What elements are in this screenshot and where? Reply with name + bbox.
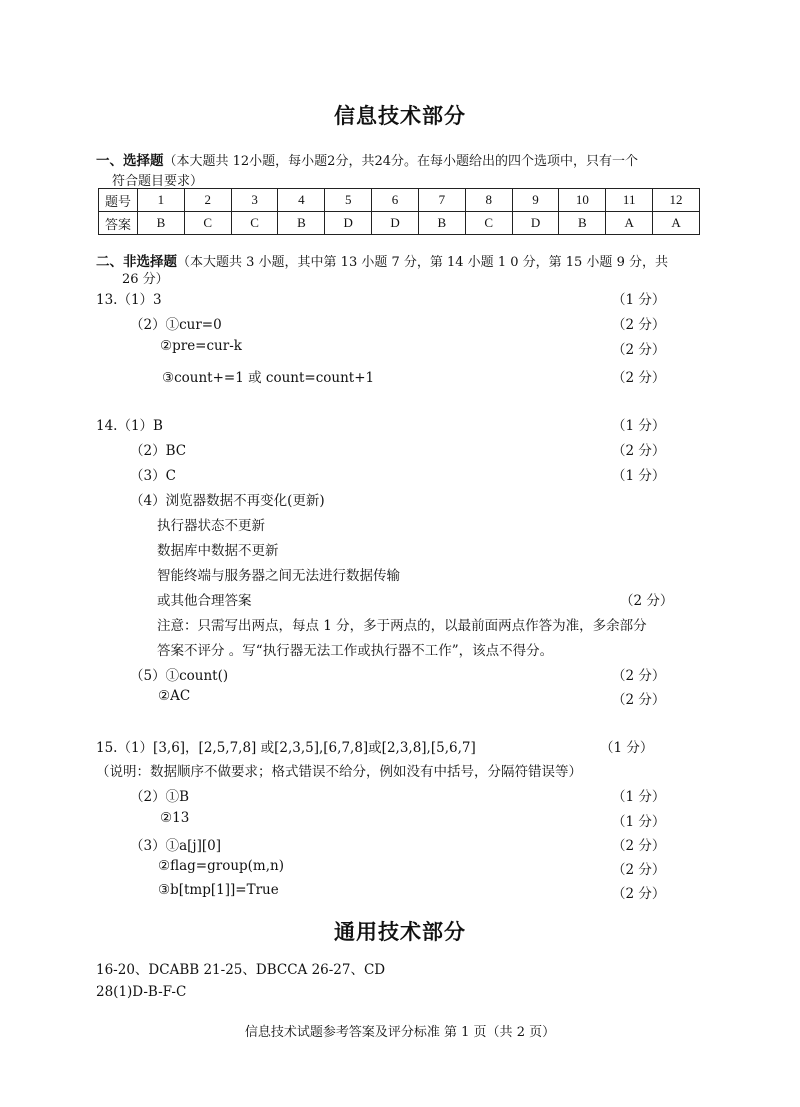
q15-note: （说明：数据顺序不做要求；格式错误不给分，例如没有中括号，分隔符错误等）	[96, 764, 582, 780]
q14-line-9: （5）①count()	[130, 668, 229, 684]
page-footer: 信息技术试题参考答案及评分标准 第 1 页（共 2 页）	[244, 1025, 556, 1040]
q13-line-4: ③count+=1 或 count=count+1	[162, 370, 375, 386]
answer-cell: A	[653, 212, 700, 235]
question-cell: 9	[512, 189, 559, 212]
question-cell: 10	[559, 189, 606, 212]
question-cell: 12	[653, 189, 700, 212]
q13-score-1: （1 分）	[612, 292, 666, 308]
q14-score-9: （2 分）	[612, 668, 666, 684]
q15-score-7: （2 分）	[612, 886, 666, 902]
q13-score-3: （2 分）	[612, 342, 666, 358]
answer-cell: B	[278, 212, 325, 235]
question-cell: 1	[138, 189, 185, 212]
question-cell: 8	[465, 189, 512, 212]
part1-desc-line2: 符合题目要求）	[112, 174, 204, 189]
q14-line-4: （4）浏览器数据不再变化(更新)	[130, 493, 325, 509]
q14-note-1: 注意：只需写出两点，每点 1 分，多于两点的，以最前面两点作答为准，多余部分	[157, 618, 647, 634]
part2-desc-line2: 26 分）	[122, 272, 169, 287]
q14-score-8: （2 分）	[620, 593, 674, 609]
q14-line-7: 智能终端与服务器之间无法进行数据传输	[157, 568, 400, 584]
answer-cell: B	[418, 212, 465, 235]
q14-line-5: 执行器状态不更新	[157, 518, 265, 534]
q15-score-5: （2 分）	[612, 838, 666, 854]
q13-score-4: （2 分）	[612, 370, 666, 386]
q15-line-7: ③b[tmp[1]]=True	[158, 882, 279, 898]
q15-score-3: （1 分）	[612, 789, 666, 805]
q15-score-4: （1 分）	[612, 814, 666, 830]
part1-heading: 一、选择题	[96, 153, 164, 169]
q13-line-2: （2）①cur=0	[130, 317, 222, 333]
question-cell: 3	[231, 189, 278, 212]
q15-line-6: ②flag=group(m,n)	[158, 858, 284, 874]
answer-cell: B	[559, 212, 606, 235]
q13-line-1: 13.（1）3	[96, 292, 162, 308]
row-label-questions: 题号	[99, 189, 138, 212]
q15-line-5: （3）①a[j][0]	[130, 838, 221, 854]
row-label-answers: 答案	[99, 212, 138, 235]
question-cell: 11	[606, 189, 653, 212]
q14-line-8: 或其他合理答案	[157, 593, 252, 609]
q14-score-3: （1 分）	[612, 468, 666, 484]
answer-row	[99, 212, 700, 235]
q14-line-6: 数据库中数据不更新	[157, 543, 279, 559]
answer-cell: D	[512, 212, 559, 235]
part1-description	[96, 149, 638, 169]
answer-cell: D	[325, 212, 372, 235]
question-cell: 7	[418, 189, 465, 212]
q14-line-2: （2）BC	[130, 443, 187, 459]
answer-cell: A	[606, 212, 653, 235]
q15-line-3: （2）①B	[130, 789, 190, 805]
q14-note-2: 答案不评分 。写“执行器无法工作或执行器不工作”，该点不得分。	[157, 643, 554, 659]
general-title: 通用技术部分	[334, 920, 466, 944]
answer-cell: C	[184, 212, 231, 235]
q14-line-3: （3）C	[130, 468, 176, 484]
question-cell: 2	[184, 189, 231, 212]
part2-description	[96, 250, 668, 270]
answer-cell: B	[138, 212, 185, 235]
q14-score-10: （2 分）	[612, 692, 666, 708]
q13-score-2: （2 分）	[612, 317, 666, 333]
q13-line-3: ②pre=cur-k	[160, 338, 242, 354]
answer-cell: D	[372, 212, 419, 235]
q15-line-1: 15.（1）[3,6]，[2,5,7,8] 或[2,3,5],[6,7,8]或[2,3,8],[5,6,7]	[96, 740, 476, 756]
part2-desc-line1: （本大题共 3 小题，其中第 13 小题 7 分，第 14 小题 1 0 分，第 15 小题 9 分，共	[177, 255, 668, 270]
general-line-2: 28(1)D-B-F-C	[96, 984, 187, 1000]
q15-score-6: （2 分）	[612, 862, 666, 878]
question-cell: 5	[325, 189, 372, 212]
part2-heading: 二、非选择题	[96, 254, 177, 270]
q15-line-4: ②13	[160, 810, 190, 826]
part1-desc-line1: （本大题共 12小题，每小题2分，共24分。在每小题给出的四个选项中，只有一个	[163, 154, 638, 169]
question-cell: 4	[278, 189, 325, 212]
answer-cell: C	[231, 212, 278, 235]
answer-table	[98, 188, 700, 235]
q14-line-10: ②AC	[158, 688, 191, 704]
question-cell: 6	[372, 189, 419, 212]
page-title: 信息技术部分	[334, 104, 466, 128]
q15-score-1: （1 分）	[600, 740, 654, 756]
question-number-row	[99, 189, 700, 212]
q14-score-2: （2 分）	[612, 443, 666, 459]
answer-cell: C	[465, 212, 512, 235]
q14-line-1: 14.（1）B	[96, 418, 163, 434]
general-line-1: 16-20、DCABB 21-25、DBCCA 26-27、CD	[96, 962, 386, 978]
q14-score-1: （1 分）	[612, 418, 666, 434]
